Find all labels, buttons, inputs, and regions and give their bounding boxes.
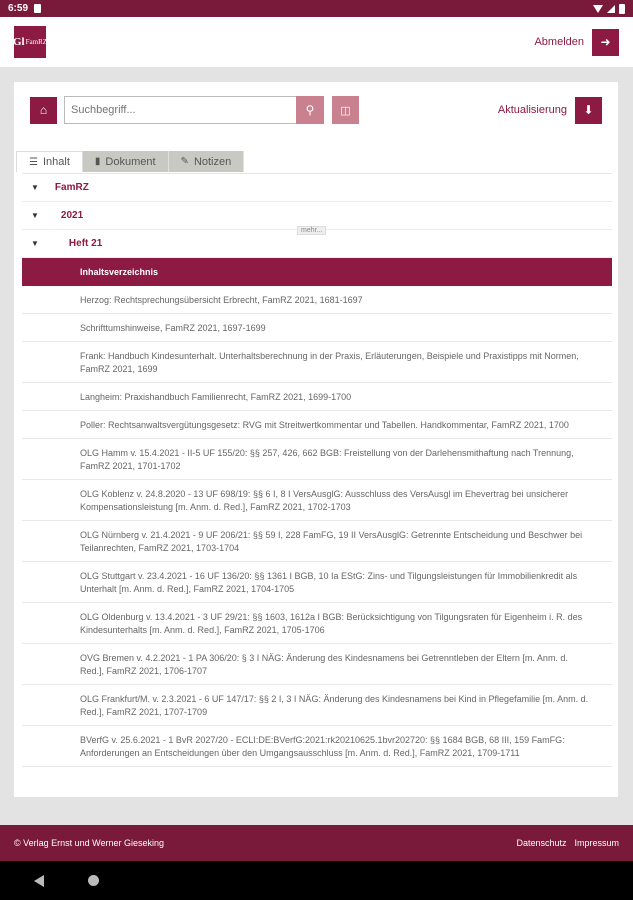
tree-node-label[interactable]: 2021 bbox=[60, 210, 84, 221]
toc-entry[interactable] bbox=[22, 383, 612, 411]
toc-entry-text[interactable]: OLG Oldenburg v. 13.4.2021 - 3 UF 29/21: §§ 1603, 1612a I BGB: Berücksichtigung von Tilgungsraten für Eigenheim i. R. des Kindesunterhalts [m. Anm. d. Red.], FamRZ 2021, 1705-1706 bbox=[80, 612, 583, 635]
toc-entry-text[interactable]: OLG Koblenz v. 24.8.2020 - 13 UF 698/19: §§ 6 I, 8 I VersAusglG: Ausschluss des VersAusgl im Ehevertrag bei unsicherer Kompensationsleistung [m. Anm. d. Red.], FamRZ 2021, 1702-1703 bbox=[80, 489, 569, 512]
home-circle-icon[interactable] bbox=[88, 875, 99, 886]
download-icon[interactable]: ⬇ bbox=[575, 97, 602, 124]
status-time: 6:59 bbox=[8, 3, 29, 14]
main-panel bbox=[14, 82, 618, 797]
list-icon: ☰ bbox=[29, 156, 38, 168]
logo-text: Gl bbox=[13, 36, 25, 48]
logout-button[interactable] bbox=[534, 29, 619, 56]
toc-entry-text[interactable]: Langheim: Praxishandbuch Familienrecht, FamRZ 2021, 1699-1700 bbox=[80, 392, 352, 402]
sim-icon bbox=[34, 4, 41, 13]
tab-label: Inhalt bbox=[42, 156, 70, 168]
footer bbox=[0, 825, 633, 861]
content-tree bbox=[22, 173, 612, 767]
app-header bbox=[0, 17, 633, 67]
home-icon[interactable]: ⌂ bbox=[30, 97, 57, 124]
battery-icon bbox=[619, 4, 625, 14]
toc-gutter bbox=[22, 258, 72, 286]
tab-inhalt[interactable] bbox=[16, 151, 83, 172]
tab-label: Dokument bbox=[105, 155, 156, 168]
toc-entry-text[interactable]: Frank: Handbuch Kindesunterhalt. Unterhaltsberechnung in der Praxis, Erläuterungen, Beispiele und Praxistipps mit Normen, FamRZ 2021, 1699 bbox=[80, 351, 579, 374]
toc-entry[interactable] bbox=[22, 411, 612, 439]
toc-entry[interactable] bbox=[22, 286, 612, 314]
system-nav-bar bbox=[0, 861, 633, 900]
imprint-link[interactable]: Impressum bbox=[574, 838, 619, 848]
toc-entry[interactable] bbox=[22, 439, 612, 480]
search-icon[interactable]: ⚲ bbox=[296, 96, 324, 124]
toc-entry[interactable] bbox=[22, 342, 612, 383]
tab-dokument[interactable] bbox=[83, 151, 169, 172]
search-input[interactable] bbox=[64, 96, 296, 124]
tab-bar bbox=[16, 151, 244, 172]
copyright-text: © Verlag Ernst und Werner Gieseking bbox=[14, 838, 165, 848]
tree-node-label[interactable]: FamRZ bbox=[54, 182, 89, 193]
toc-entry[interactable] bbox=[22, 685, 612, 726]
toc-entry[interactable] bbox=[22, 562, 612, 603]
document-icon: ▮ bbox=[94, 156, 101, 167]
toc-entry[interactable] bbox=[22, 603, 612, 644]
app-logo bbox=[14, 26, 46, 58]
tree-node-journal[interactable] bbox=[22, 174, 612, 202]
caret-down-icon[interactable]: ▼ bbox=[31, 183, 39, 192]
trash-icon[interactable]: ◫ bbox=[332, 96, 359, 124]
toc-entry[interactable] bbox=[22, 480, 612, 521]
status-icons bbox=[593, 4, 625, 14]
toc-entry-text[interactable]: Herzog: Rechtsprechungsübersicht Erbrecht, FamRZ 2021, 1681-1697 bbox=[80, 295, 363, 305]
logout-label[interactable]: Abmelden bbox=[534, 36, 584, 48]
signal-icon bbox=[607, 5, 615, 13]
toc-list bbox=[22, 286, 612, 767]
footer-links bbox=[516, 838, 619, 848]
caret-down-icon[interactable]: ▼ bbox=[31, 239, 39, 248]
wifi-icon bbox=[593, 5, 603, 13]
update-button[interactable] bbox=[498, 97, 602, 124]
edit-icon: ✎ bbox=[180, 156, 189, 167]
toc-entry[interactable] bbox=[22, 726, 612, 767]
toc-entry-text[interactable]: BVerfG v. 25.6.2021 - 1 BvR 2027/20 - ECLI:DE:BVerfG:2021:rk20210625.1bvr202720: §§ 1684 BGB, 68 III, 159 FamFG: Anforderungen an Entscheidungen über den Umgangsausschluss [m. Anm. d. Red.], FamRZ 2021, 1709-1711 bbox=[80, 735, 565, 758]
tree-node-label[interactable]: Heft 21 bbox=[68, 238, 103, 249]
toc-entry-text[interactable]: OVG Bremen v. 4.2.2021 - 1 PA 306/20: § 3 I NÄG: Änderung des Kindesnamens bei Getrenntleben der Eltern [m. Anm. d. Red.], FamRZ 2021, 1706-1707 bbox=[80, 653, 568, 676]
toc-header bbox=[22, 258, 612, 286]
toc-entry-text[interactable]: OLG Hamm v. 15.4.2021 - II-5 UF 155/20: §§ 257, 426, 662 BGB: Freistellung von der Darlehensmithaftung nach Trennung, FamRZ 2021, 1701-1702 bbox=[80, 448, 574, 471]
more-tooltip: mehr... bbox=[297, 226, 326, 235]
back-icon[interactable] bbox=[34, 875, 44, 887]
toc-entry[interactable] bbox=[22, 314, 612, 342]
toolbar bbox=[30, 96, 602, 124]
status-bar bbox=[0, 0, 633, 17]
toc-heading: Inhaltsverzeichnis bbox=[80, 267, 159, 277]
toc-entry-text[interactable]: OLG Stuttgart v. 23.4.2021 - 16 UF 136/20: §§ 1361 I BGB, 10 Ia EStG: Zins- und Tilgungsleistungen für Immobilienkredit als Unterhalt [m. Anm. d. Red.], FamRZ 2021, 1704-1705 bbox=[80, 571, 578, 594]
update-label[interactable]: Aktualisierung bbox=[497, 104, 567, 116]
toc-entry[interactable] bbox=[22, 521, 612, 562]
logo-subtext: FamRZ bbox=[25, 38, 48, 46]
logout-icon[interactable]: ➜ bbox=[592, 29, 619, 56]
toc-entry-text[interactable]: Schrifttumshinweise, FamRZ 2021, 1697-1699 bbox=[80, 323, 266, 333]
tree-node-issue[interactable] bbox=[22, 227, 612, 258]
toc-entry-text[interactable]: OLG Frankfurt/M. v. 2.3.2021 - 6 UF 147/17: §§ 2 I, 3 I NÄG: Änderung des Kindesnamens bei Kind in Pflegefamilie [m. Anm. d. Red.], FamRZ 2021, 1707-1709 bbox=[80, 694, 589, 717]
tab-notizen[interactable] bbox=[169, 151, 245, 172]
toc-entry-text[interactable]: OLG Nürnberg v. 21.4.2021 - 9 UF 206/21: §§ 59 I, 228 FamFG, 19 II VersAusglG: Getrennte Entscheidung und Beschwer bei Teilanrechten, FamRZ 2021, 1703-1704 bbox=[80, 530, 583, 553]
caret-down-icon[interactable]: ▼ bbox=[31, 211, 39, 220]
toc-entry-text[interactable]: Poller: Rechtsanwaltsvergütungsgesetz: RVG mit Streitwertkommentar und Tabellen. Handkommentar, FamRZ 2021, 1700 bbox=[80, 420, 569, 430]
toc-entry[interactable] bbox=[22, 644, 612, 685]
tab-label: Notizen bbox=[193, 155, 232, 168]
privacy-link[interactable]: Datenschutz bbox=[516, 838, 567, 848]
